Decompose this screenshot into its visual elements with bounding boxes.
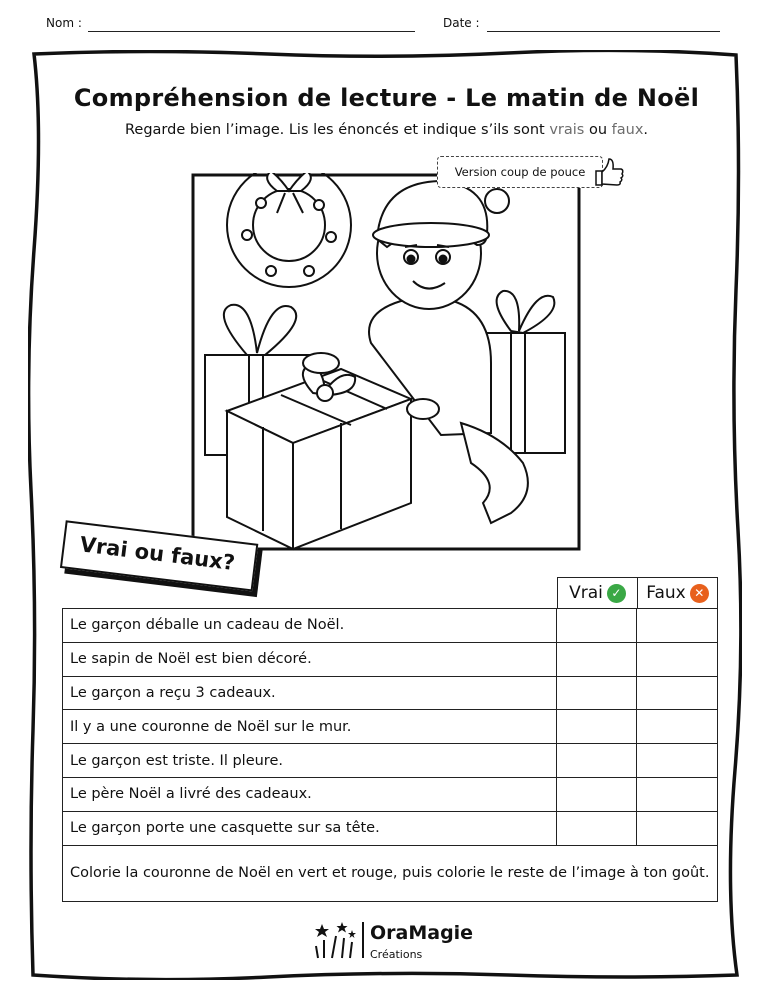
- vrai-checkbox[interactable]: [556, 744, 637, 778]
- header-fields: [0, 14, 773, 36]
- statement-text: Le garçon porte une casquette sur sa tête.: [63, 811, 557, 845]
- logo-subtitle: Créations: [370, 948, 423, 961]
- vrai-checkbox[interactable]: [556, 609, 637, 643]
- vrai-checkbox[interactable]: [556, 811, 637, 845]
- column-label-faux: Faux: [646, 583, 686, 603]
- fireworks-icon: [312, 920, 360, 960]
- logo-divider: [362, 922, 364, 958]
- column-header-faux: [637, 577, 718, 608]
- coloring-instruction: Colorie la couronne de Noël en vert et rouge, puis colorie le reste de l’image à ton goût.: [63, 845, 718, 901]
- word-faux: faux: [611, 122, 644, 138]
- vrai-checkbox[interactable]: [556, 710, 637, 744]
- statement-text: Il y a une couronne de Noël sur le mur.: [63, 710, 557, 744]
- faux-checkbox[interactable]: [637, 811, 718, 845]
- word-vrais: vrais: [549, 122, 585, 138]
- logo-name: OraMagie: [370, 922, 474, 944]
- date-field[interactable]: [487, 31, 720, 32]
- page-title: Compréhension de lecture - Le matin de Noël: [73, 84, 700, 112]
- table-row: [63, 845, 718, 901]
- statement-text: Le garçon déballe un cadeau de Noël.: [63, 609, 557, 643]
- table-row: [63, 744, 718, 778]
- table-row: [63, 676, 718, 710]
- table-row: [63, 811, 718, 845]
- name-label: Nom :: [46, 16, 82, 30]
- faux-checkbox[interactable]: [637, 609, 718, 643]
- name-field[interactable]: [88, 31, 415, 32]
- column-label-vrai: Vrai: [569, 583, 603, 603]
- faux-checkbox[interactable]: [637, 744, 718, 778]
- table-row: [63, 710, 718, 744]
- table-row: [63, 642, 718, 676]
- vrai-checkbox[interactable]: [556, 777, 637, 811]
- faux-checkbox[interactable]: [637, 777, 718, 811]
- column-header-vrai: [557, 577, 638, 608]
- statement-text: Le garçon a reçu 3 cadeaux.: [63, 676, 557, 710]
- vrai-checkbox[interactable]: [556, 642, 637, 676]
- statement-text: Le père Noël a livré des cadeaux.: [63, 777, 557, 811]
- thumbs-up-icon: [592, 155, 626, 189]
- check-icon: ✓: [607, 584, 626, 603]
- table-row: [63, 777, 718, 811]
- word-ou: ou: [584, 122, 612, 138]
- version-button[interactable]: Version coup de pouce: [437, 156, 603, 188]
- statements-table: [62, 608, 718, 902]
- cross-icon: ✕: [690, 584, 709, 603]
- oramagie-logo: [312, 918, 472, 964]
- date-label: Date :: [443, 16, 480, 30]
- vrai-checkbox[interactable]: [556, 676, 637, 710]
- table-row: [63, 609, 718, 643]
- statement-text: Le garçon est triste. Il pleure.: [63, 744, 557, 778]
- instructions-line: [0, 122, 773, 138]
- faux-checkbox[interactable]: [637, 710, 718, 744]
- instructions-end: .: [643, 122, 649, 138]
- christmas-morning-illustration: [191, 173, 581, 551]
- instructions-text: Regarde bien l’image. Lis les énoncés et indique s’ils sont: [124, 122, 550, 138]
- faux-checkbox[interactable]: [637, 676, 718, 710]
- faux-checkbox[interactable]: [637, 642, 718, 676]
- statement-text: Le sapin de Noël est bien décoré.: [63, 642, 557, 676]
- tag-label: Vrai ou faux?: [78, 532, 237, 576]
